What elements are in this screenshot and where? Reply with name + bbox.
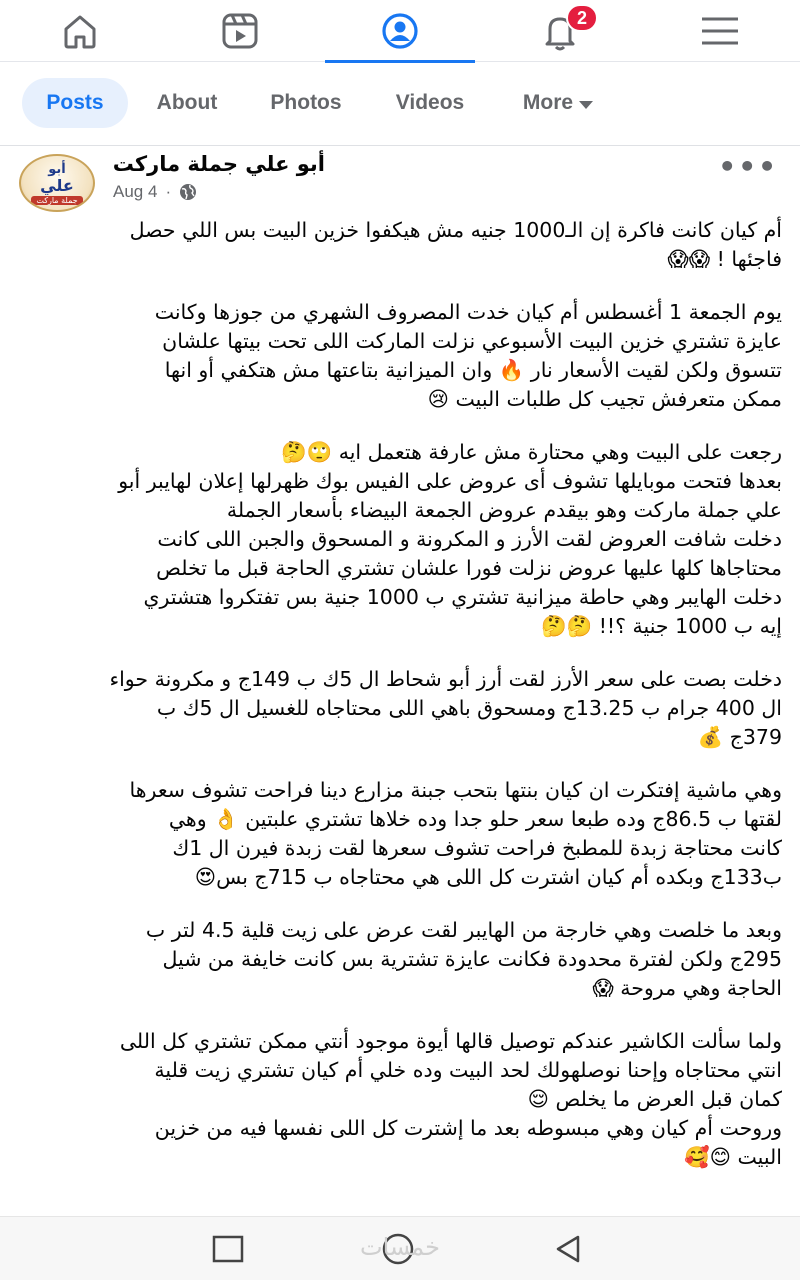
post-line: لقتها ب 86.5ج وده طبعا سعر حلو جدا وده خلاها تشتري علبتين 👌 وهي [168, 807, 782, 831]
post-line: البيت 😊🥰 [684, 1145, 782, 1169]
globe-icon [179, 183, 197, 201]
chevron-down-icon [579, 101, 593, 109]
post-line: ال 400 جرام ب 13.25ج ومسحوق باهي اللى محتاجاه للغسيل ال 5ك ب [156, 696, 782, 720]
post-line: أم كيان كانت فاكرة إن الـ1000 جنيه مش هيكفوا خزين البيت بس اللي حصل [129, 218, 782, 242]
avatar-logo-line3: جملة ماركت [31, 196, 83, 205]
post-line: ولما سألت الكاشير عندكم توصيل قالها أيوة موجود أنتي ممكن تشتري كل اللى [119, 1029, 782, 1053]
post-header [0, 146, 800, 216]
post-line: دخلت بصت على سعر الأرز لقت أرز أبو شحاط ال 5ك ب 149ج و مكرونة حواء [109, 667, 782, 691]
tab-more-label: More [522, 91, 574, 114]
post-line: ممكن متعرفش تجيب كل طلبات البيت 😢 [427, 387, 782, 411]
post-paragraph [22, 1027, 782, 1172]
tab-photos[interactable]: Photos [270, 91, 342, 114]
post-line: وهي ماشية إفتكرت ان كيان بنتها بتحب جبنة مزارع دينا فراحت تشوف سعرها [129, 778, 782, 802]
profile-tab[interactable] [320, 0, 480, 62]
post-paragraph [22, 438, 782, 641]
tab-posts[interactable]: Posts [22, 78, 128, 128]
post-line: وبعد ما خلصت وهي خارجة من الهايبر لقت عرض على زيت قلية 4.5 لتر ب [145, 918, 782, 942]
post-line: الحاجة وهي مروحة 😱 [592, 976, 782, 1000]
post-paragraph [22, 776, 782, 892]
post-line: دخلت شافت العروض لقت الأرز و المكرونة و المسحوق والجبن اللى كانت [157, 527, 782, 551]
post-line: محتاجاها كلها عليها عروض نزلت فورا علشان تشتري الحاجة قبل ما تخلص [156, 556, 782, 580]
post-line: عايزة تشتري خزين البيت الأسبوعي نزلت الماركت اللى تحت بيتها علشان [162, 329, 782, 353]
tab-more[interactable] [506, 78, 610, 128]
home-icon [58, 9, 102, 53]
home-tab[interactable] [0, 0, 160, 62]
post-line: 379ج 💰 [697, 725, 782, 749]
post-line: رجعت على البيت وهي محتارة مش عارفة هتعمل ايه 🙄🤔 [281, 440, 782, 464]
post-line: علي جملة ماركت وهو بيقدم عروض الجمعة البيضاء بأسعار الجملة [226, 498, 782, 522]
menu-tab[interactable] [640, 0, 800, 62]
post-line: كانت محتاجة زبدة للمطبخ فراحت تشوف سعرها لقت زبدة فيرن ال 1ك [172, 836, 782, 860]
post-line: انتي محتاجاه وإحنا نوصلهولك لحد البيت وده خلي أم كيان تشتري زيت قلية [154, 1058, 782, 1082]
post-line: 295ج ولكن لفترة محدودة فكانت عايزة تشترية بس كانت خايفة من شيل [162, 947, 782, 971]
separator-dot: · [165, 182, 172, 201]
post-paragraph [22, 916, 782, 1003]
post-date[interactable]: Aug 4 [113, 182, 158, 201]
watermark: خمسات [359, 1233, 441, 1261]
tab-about[interactable]: About [156, 91, 218, 114]
post-paragraph [22, 216, 782, 274]
post-line: تتسوق ولكن لقيت الأسعار نار 🔥 وان الميزانية بتاعتها مش هتكفي أو انها [164, 358, 782, 382]
post-paragraph [22, 665, 782, 752]
post-text [22, 216, 782, 1216]
post-line: دخلت الهايبر وهي حاطة ميزانية تشتري ب 1000 جنية بس تفتكروا هتشتري [143, 585, 782, 609]
post-line: بعدها فتحت موبايلها تشوف أى عروض على الفيس بوك ظهرلها إعلان لهايبر أبو [118, 469, 782, 493]
video-icon [218, 9, 262, 53]
avatar-logo-line1: أبو [48, 162, 66, 177]
notification-badge: 2 [566, 4, 598, 32]
page-name[interactable]: أبو علي جملة ماركت [112, 152, 325, 176]
menu-icon [698, 9, 742, 53]
post-line: فاجئها ! 😱😱 [667, 247, 782, 271]
profile-tabs [0, 62, 800, 146]
post-options-icon[interactable]: ••• [718, 150, 778, 183]
profile-icon [378, 9, 422, 53]
post-line: ب133ج وبكده أم كيان اشترت كل اللى هي محتاجاه ب 715ج بس😍 [194, 865, 782, 889]
video-tab[interactable] [160, 0, 320, 62]
post-line: وروحت أم كيان وهي مبسوطه بعد ما إشترت كل اللى نفسها فيه من خزين [154, 1116, 782, 1140]
post-line: كمان قبل العرض ما يخلص 😌 [527, 1087, 782, 1111]
post-paragraph [22, 298, 782, 414]
top-navigation [0, 0, 800, 62]
notifications-tab[interactable] [480, 0, 640, 62]
system-navigation-bar [0, 1216, 800, 1280]
tab-videos[interactable]: Videos [395, 91, 465, 114]
post-meta [113, 182, 197, 202]
page-avatar[interactable] [19, 154, 95, 212]
post-line: إيه ب 1000 جنية ؟!! 🤔🤔 [541, 614, 782, 638]
post-line: يوم الجمعة 1 أغسطس أم كيان خدت المصروف الشهري من جوزها وكانت [154, 300, 782, 324]
avatar-logo-line2: علي [40, 176, 74, 195]
